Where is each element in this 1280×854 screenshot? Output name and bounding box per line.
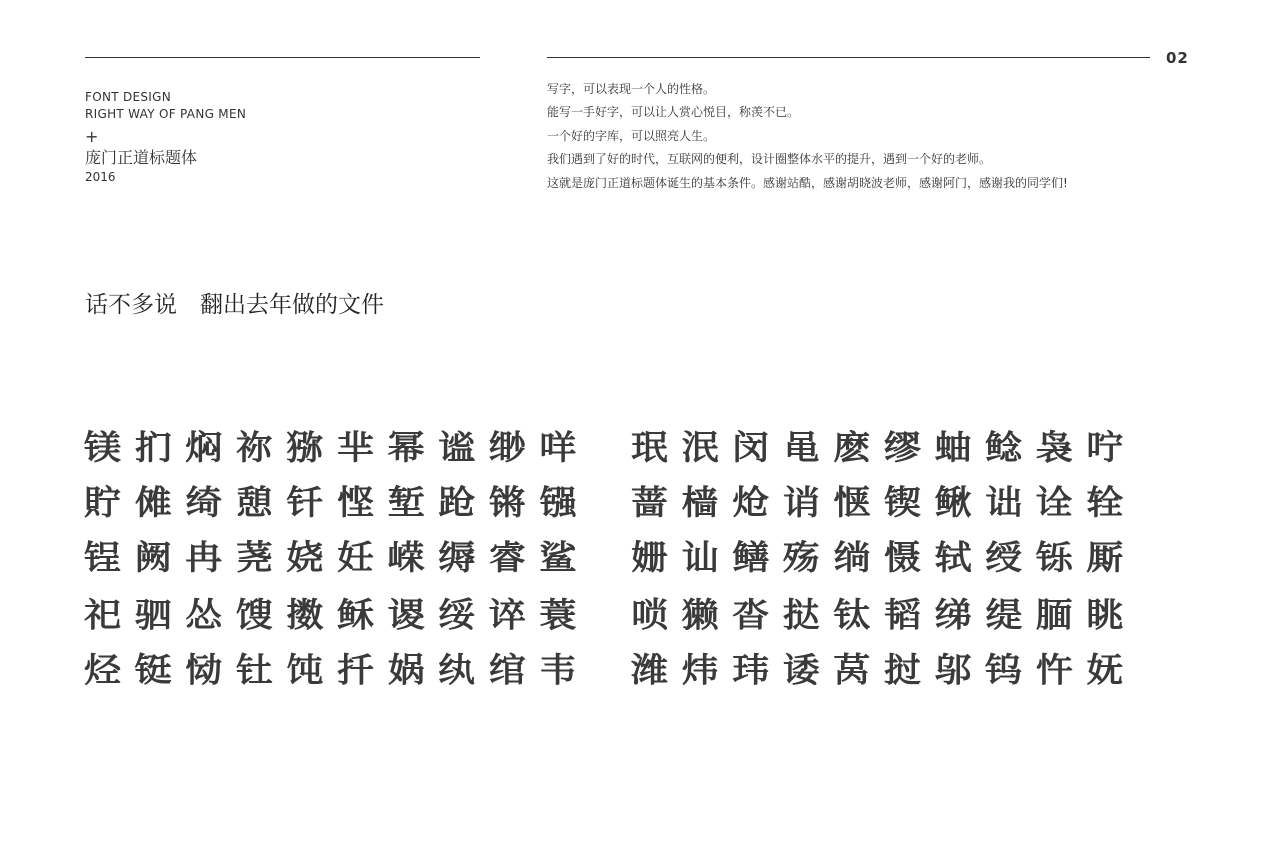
sample-glyph: 貯 bbox=[84, 483, 121, 522]
sample-glyph: 厮 bbox=[1086, 538, 1124, 577]
sample-glyph: 谇 bbox=[488, 596, 526, 635]
meta-year: 2016 bbox=[85, 170, 116, 184]
sample-glyph: 嵘 bbox=[387, 538, 425, 577]
sample-glyph: 诎 bbox=[985, 483, 1023, 522]
sample-glyph: 睿 bbox=[488, 538, 526, 577]
sample-glyph: 钎 bbox=[286, 483, 324, 522]
sample-glyph: 咛 bbox=[1086, 428, 1124, 467]
sample-glyph: 鳅 bbox=[934, 483, 972, 522]
sample-glyph: 憩 bbox=[235, 483, 273, 522]
intro-line: 能写一手好字，可以让人赏心悦目，称羡不已。 bbox=[547, 105, 800, 120]
sample-glyph: 闵 bbox=[732, 428, 770, 467]
sample-glyph: 钛 bbox=[833, 596, 871, 635]
section-heading: 话不多说 翻出去年做的文件 bbox=[85, 292, 384, 318]
sample-glyph: 绶 bbox=[985, 538, 1023, 577]
sample-glyph: 韬 bbox=[883, 596, 921, 635]
sample-glyph: 绮 bbox=[185, 483, 223, 522]
sample-glyph: 姗 bbox=[631, 538, 668, 577]
sample-glyph: 莴 bbox=[833, 651, 871, 690]
sample-glyph: 纨 bbox=[438, 651, 476, 690]
sample-glyph: 炝 bbox=[732, 483, 770, 522]
sample-glyph: 潍 bbox=[631, 651, 668, 690]
sample-glyph: 樯 bbox=[681, 483, 719, 522]
sample-glyph: 蔷 bbox=[631, 483, 668, 522]
sample-glyph: 烃 bbox=[84, 651, 121, 690]
sample-glyph: 诮 bbox=[782, 483, 820, 522]
sample-glyph: 钍 bbox=[235, 651, 273, 690]
sample-glyph: 韦 bbox=[539, 651, 577, 690]
sample-glyph: 娲 bbox=[387, 651, 425, 690]
sample-glyph: 妊 bbox=[336, 538, 374, 577]
sample-glyph: 饨 bbox=[286, 651, 324, 690]
sample-glyph: 馊 bbox=[235, 596, 273, 635]
sample-glyph: 祀 bbox=[84, 596, 121, 635]
sample-glyph: 钨 bbox=[985, 651, 1023, 690]
header-rule-right bbox=[547, 57, 1150, 58]
sample-glyph: 蚰 bbox=[934, 428, 972, 467]
sample-glyph: 邬 bbox=[934, 651, 972, 690]
sample-glyph: 玮 bbox=[732, 651, 770, 690]
sample-glyph: 绾 bbox=[488, 651, 526, 690]
sample-glyph: 沓 bbox=[732, 596, 770, 635]
sample-glyph: 眺 bbox=[1086, 596, 1124, 635]
sample-glyph: 鳝 bbox=[732, 538, 770, 577]
sample-glyph: 怂 bbox=[185, 596, 223, 635]
sample-glyph: 诠 bbox=[1035, 483, 1073, 522]
meta-subtitle: RIGHT WAY OF PANG MEN bbox=[85, 107, 247, 121]
sample-glyph: 惬 bbox=[833, 483, 871, 522]
header-rule-left bbox=[85, 57, 480, 58]
sample-glyph: 殇 bbox=[782, 538, 820, 577]
intro-line: 写字，可以表现一个人的性格。 bbox=[547, 82, 716, 96]
sample-glyph: 缈 bbox=[488, 428, 526, 467]
sample-glyph: 绱 bbox=[833, 538, 871, 577]
page-number: 02 bbox=[1166, 49, 1189, 67]
sample-glyph: 祢 bbox=[235, 428, 273, 467]
sample-glyph: 麽 bbox=[833, 428, 871, 467]
sample-glyph: 芈 bbox=[336, 428, 374, 467]
sample-glyph: 焖 bbox=[185, 428, 223, 467]
sample-glyph: 泯 bbox=[681, 428, 719, 467]
intro-text bbox=[547, 78, 1068, 195]
sample-glyph: 袅 bbox=[1035, 428, 1073, 467]
intro-line: 这就是庞门正道标题体诞生的基本条件。感谢站酷，感谢胡晓波老师，感谢阿门，感谢我的同学们! bbox=[547, 175, 1068, 190]
sample-glyph: 炜 bbox=[681, 651, 719, 690]
sample-glyph: 锵 bbox=[488, 483, 526, 522]
sample-glyph: 绥 bbox=[438, 596, 476, 635]
font-name: 庞门正道标题体 bbox=[85, 148, 198, 167]
sample-glyph: 猕 bbox=[286, 428, 324, 467]
glyph-grid-left bbox=[84, 420, 590, 695]
sample-glyph: 黾 bbox=[782, 428, 820, 467]
sample-glyph: 擞 bbox=[286, 596, 324, 635]
sample-glyph: 悭 bbox=[336, 483, 374, 522]
sample-glyph: 锃 bbox=[84, 538, 121, 577]
sample-glyph: 挞 bbox=[782, 596, 820, 635]
sample-glyph: 绨 bbox=[934, 596, 972, 635]
intro-line: 一个好的字库，可以照亮人生。 bbox=[547, 128, 716, 143]
sample-glyph: 辁 bbox=[1086, 483, 1124, 522]
sample-glyph: 阙 bbox=[134, 538, 172, 577]
sample-glyph: 谧 bbox=[438, 428, 476, 467]
sample-glyph: 傩 bbox=[134, 483, 172, 522]
sample-glyph: 唢 bbox=[631, 596, 668, 635]
sample-glyph: 轼 bbox=[934, 538, 972, 577]
sample-glyph: 獭 bbox=[681, 596, 719, 635]
sample-glyph: 缪 bbox=[883, 428, 921, 467]
sample-glyph: 诿 bbox=[782, 651, 820, 690]
sample-glyph: 镁 bbox=[84, 428, 121, 467]
meta-font-design: FONT DESIGN bbox=[85, 90, 172, 104]
sample-glyph: 缛 bbox=[438, 538, 476, 577]
sample-glyph: 挝 bbox=[883, 651, 921, 690]
sample-glyph: 铄 bbox=[1035, 538, 1073, 577]
sample-glyph: 妩 bbox=[1086, 651, 1124, 690]
sample-glyph: 讪 bbox=[681, 538, 719, 577]
glyph-grid-right bbox=[631, 420, 1137, 695]
plus-sign: + bbox=[85, 127, 99, 146]
sample-glyph: 幂 bbox=[387, 428, 425, 467]
sample-glyph: 恸 bbox=[185, 651, 223, 690]
sample-glyph: 冉 bbox=[185, 538, 223, 577]
sample-glyph: 锲 bbox=[883, 483, 921, 522]
sample-glyph: 慑 bbox=[883, 538, 921, 577]
sample-glyph: 鲶 bbox=[985, 428, 1023, 467]
sample-glyph: 蓑 bbox=[539, 596, 577, 635]
sample-glyph: 娆 bbox=[286, 538, 324, 577]
sample-glyph: 咩 bbox=[539, 428, 577, 467]
sample-glyph: 驷 bbox=[134, 596, 172, 635]
sample-glyph: 缇 bbox=[985, 596, 1023, 635]
sample-glyph: 扪 bbox=[134, 428, 172, 467]
sample-glyph: 谡 bbox=[387, 596, 425, 635]
sample-glyph: 腼 bbox=[1035, 596, 1073, 635]
sample-glyph: 珉 bbox=[631, 428, 668, 467]
sample-glyph: 堑 bbox=[387, 483, 425, 522]
sample-glyph: 扦 bbox=[336, 651, 374, 690]
sample-glyph: 跄 bbox=[438, 483, 476, 522]
sample-glyph: 荛 bbox=[235, 538, 273, 577]
sample-glyph: 镪 bbox=[539, 483, 577, 522]
sample-glyph: 忤 bbox=[1035, 651, 1073, 690]
sample-glyph: 鲨 bbox=[539, 538, 577, 577]
sample-glyph: 稣 bbox=[336, 596, 374, 635]
intro-line: 我们遇到了好的时代，互联网的便利，设计圈整体水平的提升，遇到一个好的老师。 bbox=[547, 152, 992, 167]
sample-glyph: 铤 bbox=[134, 651, 172, 690]
font-meta bbox=[85, 89, 246, 185]
